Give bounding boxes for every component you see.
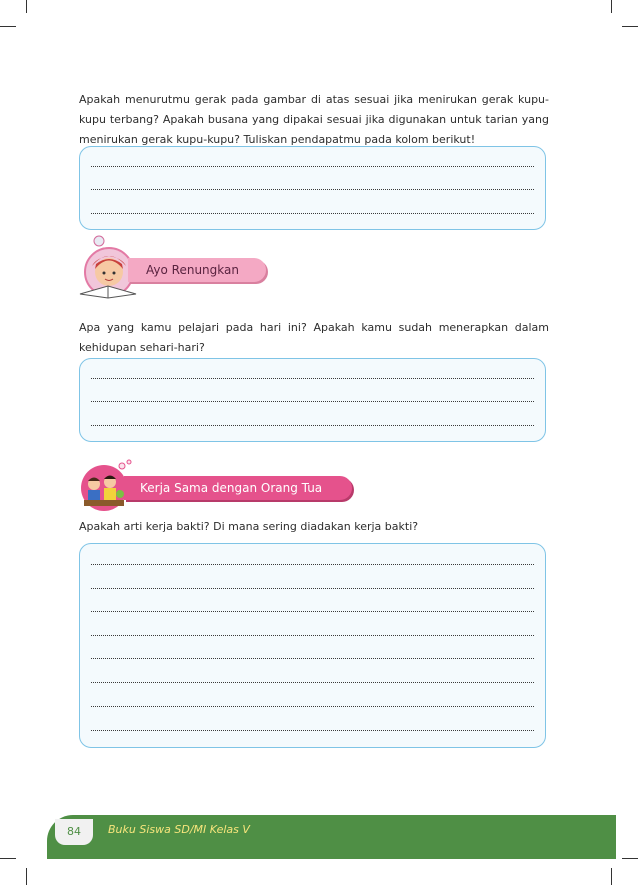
crop-mark	[26, 868, 27, 885]
answer-box-1[interactable]	[79, 146, 546, 230]
crop-mark	[611, 868, 612, 885]
section-banner-parents	[124, 476, 352, 500]
page-number: 84	[55, 819, 93, 845]
footer-bar	[47, 815, 616, 859]
question-2-text: Apa yang kamu pelajari pada hari ini? Apakah kamu sudah menerapkan dalam kehidupan sehari-hari?	[79, 321, 549, 354]
crop-mark	[611, 0, 612, 13]
book-title: Buku Siswa SD/MI Kelas V	[108, 823, 250, 836]
answer-line[interactable]	[91, 213, 534, 214]
answer-line[interactable]	[91, 588, 534, 589]
answer-line[interactable]	[91, 166, 534, 167]
answer-line[interactable]	[91, 730, 534, 731]
section-title-reflect: Ayo Renungkan	[146, 263, 239, 277]
crop-mark	[0, 858, 16, 859]
answer-line[interactable]	[91, 682, 534, 683]
answer-line[interactable]	[91, 378, 534, 379]
answer-line[interactable]	[91, 611, 534, 612]
question-3-text: Apakah arti kerja bakti? Di mana sering diadakan kerja bakti?	[79, 520, 419, 533]
answer-box-2[interactable]	[79, 358, 546, 442]
section-title-parents: Kerja Sama dengan Orang Tua	[140, 481, 323, 495]
answer-line[interactable]	[91, 635, 534, 636]
answer-line[interactable]	[91, 425, 534, 426]
question-1-text: Apakah menurutmu gerak pada gambar di atas sesuai jika menirukan gerak kupu-kupu terbang? Apakah busana yang dipakai sesuai jika digunakan untuk tarian yang menirukan gerak kupu-kupu? Tuliskan pendapatmu pada kolom berikut!	[79, 93, 549, 146]
answer-line[interactable]	[91, 401, 534, 402]
section-banner-reflect	[128, 258, 266, 282]
crop-mark	[0, 26, 16, 27]
answer-line[interactable]	[91, 564, 534, 565]
answer-line[interactable]	[91, 658, 534, 659]
crop-mark	[622, 858, 638, 859]
answer-box-3[interactable]	[79, 543, 546, 748]
crop-mark	[26, 0, 27, 13]
answer-line[interactable]	[91, 706, 534, 707]
crop-mark	[622, 26, 638, 27]
answer-line[interactable]	[91, 189, 534, 190]
